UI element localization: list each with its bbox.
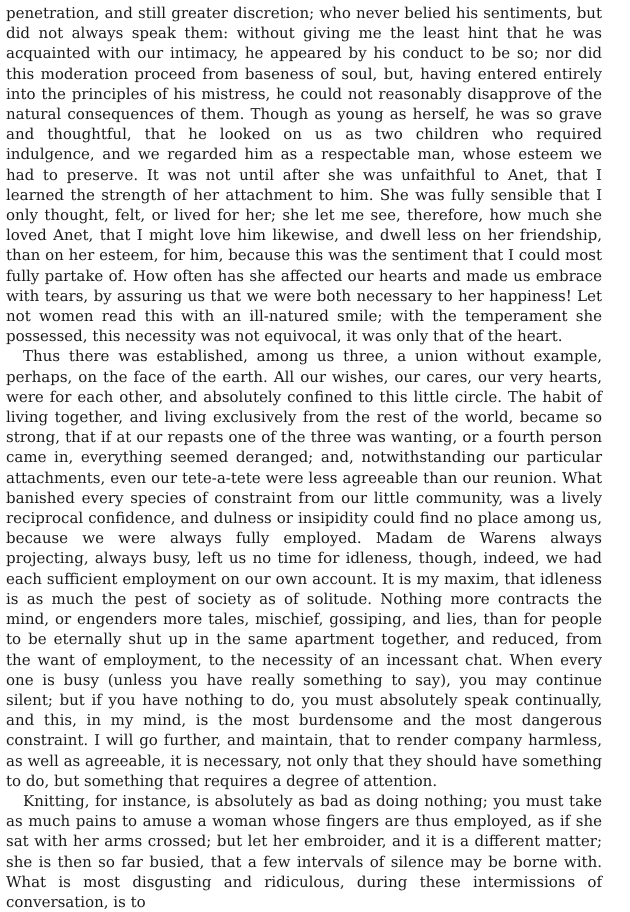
paragraph-union-of-three: Thus there was established, among us three, a union without example, perhaps, on the face of the earth. All our wishes, our cares, our very hearts, were for each other, and absolutely confined to this little circle. The habit of living together, and living exclusively from the rest of the world, became so strong, that if at our repasts one of the three was wanting, or a fourth person came in, everything seemed deranged; and, notwithstanding our particular attachments, even our tete-a-tete were less agreeable than our reunion. What banished every species of constraint from our little community, was a lively reciprocal confidence, and dulness or insipidity could find no place among us, because we were always fully employed. Madam de Warens always projecting, always busy, left us no time for idleness, though, indeed, we had each sufficient employment on our own account. It is my maxim, that idleness is as much the pest of society as of solitude. Nothing more contracts the mind, or engenders more tales, mischief, gossiping, and lies, than for people to be eternally shut up in the same apartment together, and reduced, from the want of employment, to the necessity of an incessant chat. When every one is busy (unless you have really something to say), you may continue silent; but if you have nothing to do, you must absolutely speak continually, and this, in my mind, is the most burdensome and the most dangerous constraint. I will go further, and maintain, that to render company harmless, as well as agreeable, it is necessary, not only that they should have something to do, but something that requires a degree of attention. bbox=[6, 347, 602, 790]
paragraph-knitting: Knitting, for instance, is absolutely as bad as doing nothing; you must take as much pains to amuse a woman whose fingers are thus employed, as if she sat with her arms crossed; but let her embroider, and it is a different matter; she is then so far busied, that a few intervals of silence may be borne with. What is most disgusting and ridiculous, during these intermissions of conversation, is to bbox=[6, 791, 602, 911]
paragraph-continuation: penetration, and still greater discretion; who never belied his sentiments, but did not always speak them: without giving me the least hint that he was acquainted with our intimacy, he appeared by his conduct to be so; nor did this moderation proceed from baseness of soul, but, having entered entirely into the principles of his mistress, he could not reasonably disapprove of the natural consequences of them. Though as young as herself, he was so grave and thoughtful, that he looked on us as two children who required indulgence, and we regarded him as a respectable man, whose esteem we had to preserve. It was not until after she was unfaithful to Anet, that I learned the strength of her attachment to him. She was fully sensible that I only thought, felt, or lived for her; she let me see, therefore, how much she loved Anet, that I might love him likewise, and dwell less on her friendship, than on her esteem, for him, because this was the sentiment that I could most fully partake of. How often has she affected our hearts and made us embrace with tears, by assuring us that we were both necessary to her happiness! Let not women read this with an ill-natured smile; with the temperament she possessed, this necessity was not equivocal, it was only that of the heart. bbox=[6, 4, 602, 346]
